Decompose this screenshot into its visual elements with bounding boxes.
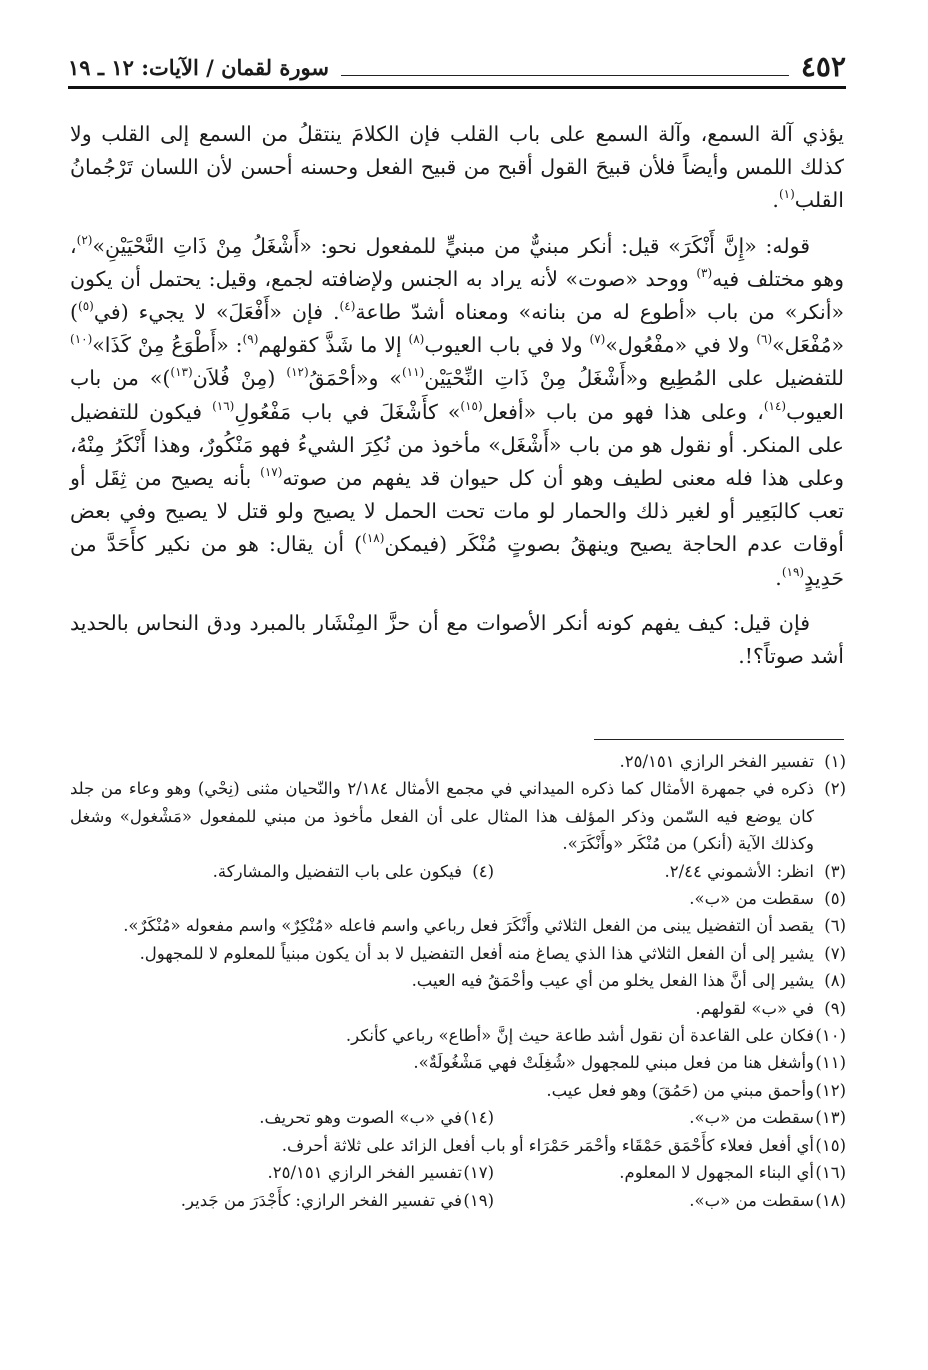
footnote-number: (٣) — [824, 861, 846, 881]
text-run: بأنه يصيح من ثِقَل أو تعب كالبَعِير أو لغير ذلك والحمار لو مات تحت الحمل لا يصيح ولو قتل لا يصيح وفي بعض أوقات عدم الحاجة يصيح وينهقُ بصوتٍ مُنْكَر (فيمكن — [70, 466, 844, 557]
footnote — [142, 1159, 494, 1186]
footnote — [142, 1104, 494, 1131]
footnote-number: (١) — [824, 752, 846, 771]
footnote-ref: (٤) — [339, 299, 356, 314]
footnote — [70, 912, 846, 939]
footnote — [70, 748, 846, 775]
footnote-number: (١٥) — [815, 1135, 846, 1155]
footnote — [70, 940, 846, 967]
text-run: ، وهو مختلف فيه — [70, 233, 844, 291]
footnote-pair — [70, 1104, 846, 1131]
footnote-number: (٢) — [824, 779, 846, 799]
text-run: » كأَشْغَلَ في باب مَفْعُولِ — [234, 399, 461, 424]
footnote-ref: (٧) — [589, 332, 606, 347]
text-run: ) أن يقال: هو من نكير كأَحَدَّ من حَدِيدٍ — [70, 532, 844, 590]
text-run: . فإن «أَفْعَلَ» لا يجيء (في — [93, 300, 340, 325]
footnote-text: أي أفعل فعلاء كأَحْمَق حَمْقَاء وأحْمَر حَمْرَاء أو باب أفعل الزائد على ثلاثة أحرف. — [281, 1135, 814, 1155]
footnote-ref: (٣) — [696, 265, 713, 280]
footnote-number: (٩) — [824, 998, 846, 1018]
paragraph-3 — [70, 607, 844, 673]
footnote-ref: (٥) — [78, 299, 94, 314]
footnote — [70, 1022, 846, 1049]
footnote — [70, 775, 846, 857]
footnote-ref: (١٤) — [763, 398, 787, 413]
footnote — [494, 1187, 846, 1214]
footnote-text: في تفسير الفخر الرازي: كأَجْدَرَ من جَدير. — [180, 1190, 462, 1210]
text-run: . — [772, 188, 779, 213]
main-text — [70, 118, 844, 685]
footnote-text: تفسير الفخر الرازي ٢٥/١٥١. — [619, 752, 814, 771]
text-run: )» من باب العيوب — [70, 366, 844, 424]
footnote-pair — [70, 858, 846, 885]
footnote-ref: (١٩) — [781, 564, 805, 579]
footnote-text: في «ب» الصوت وهو تحريف. — [259, 1108, 462, 1128]
footnote-number: (١٩) — [463, 1190, 494, 1210]
text-run: ولا في باب العيوب — [424, 333, 590, 358]
footnote — [70, 967, 846, 994]
footnote-number: (٧) — [824, 943, 846, 963]
footnote — [70, 995, 846, 1022]
footnote-ref: (٢) — [76, 232, 93, 247]
footnote-number: (١٢) — [815, 1080, 846, 1100]
text-run: ووحد «صوت» لأنه يراد به الجنس ولإضافته لجمع، وقيل: يحتمل أن يكون «أنكر» من باب «أطوع له من بنانه» ومعناه أشدّ طاعة — [70, 266, 844, 325]
footnote-ref: (١٦) — [212, 398, 235, 413]
footnote-text: يشير إلى أن الفعل الثلاثي هذا الذي يصاغ منه أفعل التفضيل لا بد أن يكون مبنياً للمعلوم لا للمجهول. — [139, 943, 814, 963]
footnote-number: (١٤) — [463, 1108, 494, 1128]
footnote-text: سقطت من «ب». — [689, 889, 814, 909]
footnote-text: ذكره في جمهرة الأمثال كما ذكره الميداني في مجمع الأمثال ٢/١٨٤ والنّحيان مثنى (نِحْي) وهو وعاء من جلد كان يوضع فيه السّمن وذكر المؤلف هذا المثال على أن الفعل مأخوذ من مبني للمفعول «مَشْغول» وشغل وكذلك الآية (أنكر) من مُنْكَر «وأَنْكَرَ». — [70, 779, 814, 854]
footnote-separator — [594, 739, 844, 740]
text-run: (مِنْ فُلاَن — [192, 366, 287, 391]
footnote-number: (٦) — [824, 916, 846, 936]
text-run: » و«أحْمَقُ — [308, 366, 402, 391]
text-run: للتفضيل على المُطِيع و«أَشْغَلُ مِنْ ذَاتِ النِّحْيَيْن — [424, 366, 845, 391]
paragraph-1 — [70, 118, 844, 218]
footnote-pair — [70, 1159, 846, 1186]
footnote-number: (٥) — [824, 889, 846, 909]
footnote-text: سقطت من «ب». — [689, 1108, 814, 1128]
text-run: إلا ما شَذَّ كقولهم — [258, 333, 409, 358]
footnote-ref: (١٥) — [460, 398, 483, 413]
footnote-number: (١٦) — [815, 1163, 846, 1183]
footnote-number: (١٠) — [815, 1026, 846, 1046]
header-rule — [341, 75, 789, 76]
footnote-ref: (٨) — [408, 332, 425, 347]
footnote-number: (١٨) — [815, 1190, 846, 1210]
text-run: ولا في «مفْعُول» — [605, 333, 757, 358]
footnote-ref: (١٣) — [170, 365, 193, 380]
footnote-text: سقطت من «ب». — [689, 1190, 814, 1210]
footnote — [494, 1159, 846, 1186]
text-run: : «أَطْوَعُ مِنْ كَذَا» — [92, 333, 243, 358]
footnote-text: يقصد أن التفضيل يبنى من الفعل الثلاثي وأَنْكَرَ فعل رباعي واسم فاعله «مُنْكِرٌ» واسم مفعوله «مُنْكَرٌ». — [123, 916, 814, 936]
footnote — [70, 1049, 846, 1076]
running-title: سورة لقمان / الآيات: ١٢ ـ ١٩ — [68, 55, 329, 80]
footnote-pair — [70, 1187, 846, 1214]
footnote — [70, 885, 846, 912]
footnote-ref: (١٧) — [260, 465, 283, 480]
text-run: قوله: «إِنَّ أَنْكَرَ» قيل: أنكر مبنيٌّ من مبنيٍّ للمفعول نحو: «أَشْغَلُ مِنْ ذَاتِ النَّحْيَيْنِ» — [92, 233, 810, 258]
footnote-number: (١١) — [815, 1053, 846, 1073]
footnote-text: يشير إلى أنَّ هذا الفعل يخلو من أي عيب وأحْمَقُ فيه العيب. — [411, 971, 814, 991]
footnote-ref: (١) — [778, 187, 795, 202]
footnote-text: وأحمق مبني من (حَمُقَ) وهو فعل عيب. — [546, 1080, 814, 1100]
footnote — [494, 858, 846, 885]
footnote-number: (٤) — [472, 861, 494, 881]
footnotes — [70, 748, 846, 1214]
footnote-ref: (١٠) — [70, 332, 93, 347]
footnote-text: في «ب» لقولهم. — [695, 998, 814, 1018]
footnote — [70, 1077, 846, 1104]
footnote-number: (١٧) — [463, 1163, 494, 1183]
footnote-ref: (١٢) — [286, 365, 309, 380]
footnote-text: أي البناء المجهول لا المعلوم. — [619, 1163, 814, 1183]
footnote-text: تفسير الفخر الرازي ٢٥/١٥١. — [267, 1163, 462, 1183]
text-run: ، وعلى هذا فهو من باب «أفعل — [482, 399, 764, 424]
footnote-text: انظر: الأشموني ٢/٤٤. — [664, 861, 814, 881]
footnote-number: (٨) — [824, 971, 846, 991]
footnote — [494, 1104, 846, 1131]
footnote-ref: (١١) — [401, 365, 425, 380]
footnote-text: وأشغل هنا من فعل مبني للمجهول «شُغِلَتْ فهي مَشْغُولَةٌ». — [413, 1053, 814, 1073]
paragraph-2 — [70, 230, 844, 595]
footnote-text: فيكون على باب التفضيل والمشاركة. — [212, 861, 462, 881]
footnote-ref: (٩) — [242, 332, 259, 347]
page-header — [68, 40, 846, 89]
footnote-ref: (١٨) — [362, 531, 385, 546]
text-run: يؤذي آلة السمع، وآلة السمع على باب القلب فإن الكلامَ ينتقلُ من السمع إلى القلب ولا كذلك اللمس وأيضاً فلأن قبيحَ القول أقبح من قبيح الفعل وحسنه أحسن لأن اللسان تَرْجُمانُ القلب — [70, 122, 844, 213]
footnote-text: فكان على القاعدة أن نقول أشد طاعة حيث إنَّ «أطاع» رباعي كأنكر. — [345, 1026, 814, 1046]
footnote-number: (١٣) — [815, 1108, 846, 1128]
footnote — [70, 1132, 846, 1159]
footnote — [142, 858, 494, 885]
footnote-ref: (٦) — [756, 332, 773, 347]
text-run: فيكون للتفضيل على المنكر. أو نقول هو من باب «أَشْغَل» مأخوذ من نُكِرَ الشيءُ فهو مَنْكُورٌ، وهذا أَنْكَرُ مِنْهُ، وعلى هذا فله معنى لطيف وهو أن كل حيوان قد يفهم من صوته — [70, 399, 844, 491]
page-number: ٤٥٢ — [800, 50, 846, 83]
text-run: . — [775, 565, 782, 590]
text-run: ) «مُفْعَل» — [70, 300, 844, 358]
footnote — [142, 1187, 494, 1214]
text-run: فإن قيل: كيف يفهم كونه أنكر الأصوات مع أن حزَّ المِنْشَار بالمبرد ودق النحاس بالحديد أشد صوتاً؟!. — [70, 610, 844, 669]
